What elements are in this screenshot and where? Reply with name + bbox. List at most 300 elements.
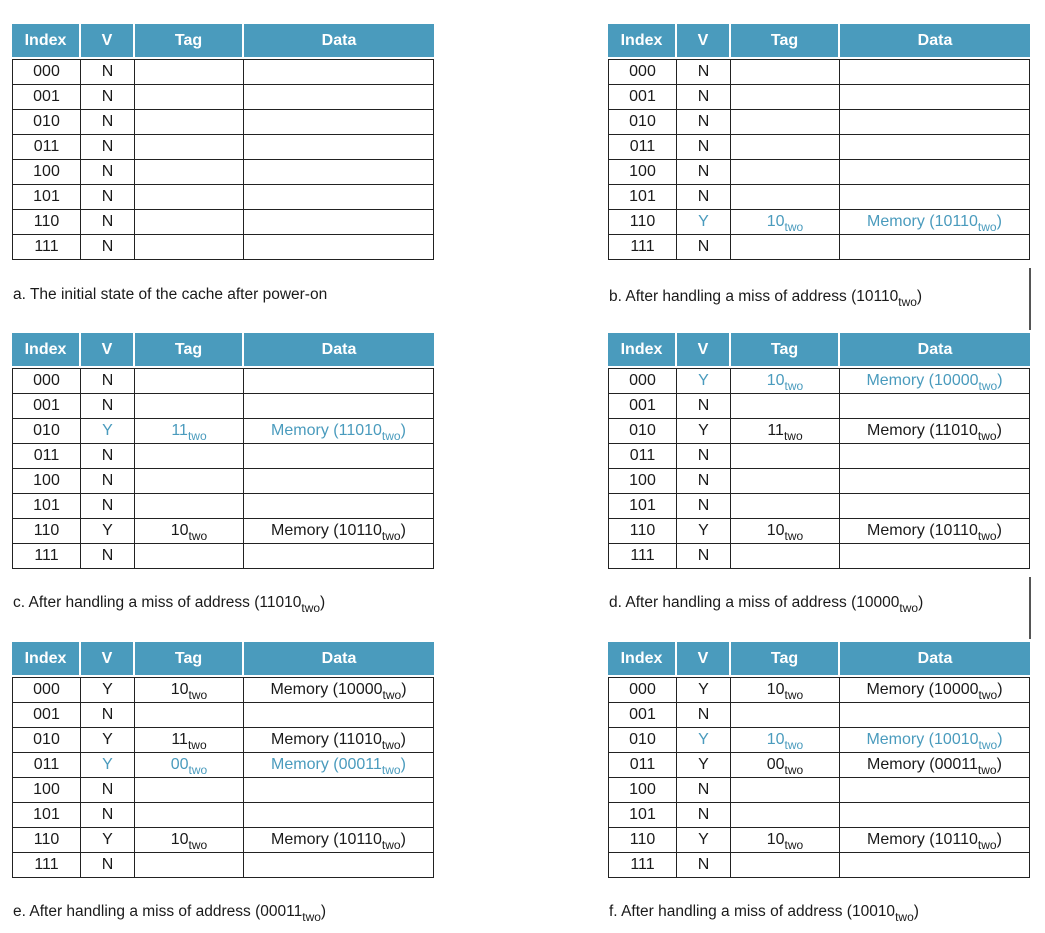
data-cell — [244, 135, 434, 160]
data-suffix: ) — [400, 731, 406, 748]
data-cell — [840, 494, 1030, 519]
header-data: Data — [840, 333, 1030, 366]
valid-cell: N — [677, 235, 731, 260]
tag-cell — [135, 394, 244, 419]
caption-address: 11010 — [259, 594, 302, 611]
table-row — [13, 444, 434, 469]
tag-value: 10 — [766, 681, 785, 698]
cache-table — [12, 368, 434, 569]
valid-cell: N — [677, 469, 731, 494]
tag-cell — [731, 544, 840, 569]
data-prefix: Memory ( — [867, 756, 935, 773]
index-cell: 100 — [609, 778, 677, 803]
table-row — [13, 703, 434, 728]
subscript-two: two — [977, 429, 997, 443]
index-cell: 111 — [609, 235, 677, 260]
divider-line — [1029, 268, 1031, 330]
table-row — [13, 110, 434, 135]
header-data: Data — [244, 333, 434, 366]
index-cell: 000 — [13, 369, 81, 394]
table-row — [609, 235, 1030, 260]
caption-text: c. After handling a miss of address ( — [13, 594, 260, 611]
index-cell: 011 — [13, 753, 81, 778]
subscript-two: two — [381, 529, 401, 543]
valid-cell: N — [677, 803, 731, 828]
subscript-two: two — [381, 838, 401, 852]
tag-cell — [731, 235, 840, 260]
cache-panel-e — [12, 642, 434, 878]
table-row — [609, 753, 1030, 778]
tag-cell — [135, 444, 244, 469]
index-cell: 100 — [609, 160, 677, 185]
subscript-two: two — [784, 529, 804, 543]
valid-cell: N — [81, 135, 135, 160]
data-cell — [840, 678, 1030, 703]
tag-value: 11 — [171, 422, 188, 439]
valid-cell: N — [677, 110, 731, 135]
subscript-two: two — [301, 601, 321, 615]
data-cell — [244, 419, 434, 444]
index-cell: 001 — [609, 703, 677, 728]
table-row — [609, 853, 1030, 878]
subscript-two: two — [783, 429, 803, 443]
subscript-two: two — [381, 429, 401, 443]
data-cell — [840, 469, 1030, 494]
table-row — [13, 394, 434, 419]
data-prefix: Memory ( — [866, 372, 935, 389]
index-cell: 101 — [609, 803, 677, 828]
tag-cell — [135, 369, 244, 394]
valid-cell: N — [81, 803, 135, 828]
data-prefix: Memory ( — [867, 422, 935, 439]
data-suffix: ) — [997, 372, 1003, 389]
data-address: 10110 — [934, 213, 978, 230]
data-address: 00011 — [934, 756, 978, 773]
data-cell — [840, 778, 1030, 803]
tag-value: 11 — [767, 422, 784, 439]
data-cell — [244, 728, 434, 753]
subscript-two: two — [978, 379, 998, 393]
tag-cell — [731, 519, 840, 544]
data-suffix: ) — [996, 213, 1002, 230]
valid-cell: N — [81, 235, 135, 260]
tag-value: 00 — [170, 756, 189, 773]
data-cell — [840, 394, 1030, 419]
tag-cell — [731, 753, 840, 778]
header-v: V — [677, 24, 729, 57]
header-row — [12, 24, 434, 57]
data-address: 10000 — [934, 681, 979, 698]
tag-value: 10 — [766, 372, 785, 389]
index-cell: 011 — [609, 135, 677, 160]
data-cell — [840, 110, 1030, 135]
table-row — [13, 853, 434, 878]
tag-cell — [731, 210, 840, 235]
data-prefix: Memory ( — [271, 731, 339, 748]
valid-cell: Y — [677, 419, 731, 444]
header-tag: Tag — [731, 642, 838, 675]
table-row — [609, 469, 1030, 494]
data-cell — [244, 85, 434, 110]
caption-suffix: ) — [320, 903, 327, 920]
header-tag: Tag — [135, 333, 242, 366]
data-cell — [840, 444, 1030, 469]
index-cell: 011 — [609, 444, 677, 469]
table-row — [13, 494, 434, 519]
index-cell: 010 — [609, 728, 677, 753]
valid-cell: Y — [677, 210, 731, 235]
subscript-two: two — [977, 220, 997, 234]
data-cell — [244, 394, 434, 419]
data-cell — [244, 369, 434, 394]
table-row — [13, 235, 434, 260]
subscript-two: two — [187, 738, 207, 752]
valid-cell: N — [81, 444, 135, 469]
table-row — [13, 544, 434, 569]
subscript-two: two — [382, 688, 402, 702]
valid-cell: Y — [81, 519, 135, 544]
table-row — [13, 678, 434, 703]
data-cell — [840, 185, 1030, 210]
table-row — [609, 369, 1030, 394]
tag-cell — [731, 703, 840, 728]
tag-cell — [135, 135, 244, 160]
valid-cell: Y — [81, 828, 135, 853]
valid-cell: N — [677, 160, 731, 185]
tag-cell — [135, 678, 244, 703]
index-cell: 010 — [609, 110, 677, 135]
subscript-two: two — [784, 738, 804, 752]
valid-cell: N — [677, 85, 731, 110]
table-row — [609, 444, 1030, 469]
header-tag: Tag — [135, 642, 242, 675]
index-cell: 110 — [13, 828, 81, 853]
header-tag: Tag — [731, 333, 838, 366]
header-data: Data — [840, 24, 1030, 57]
valid-cell: N — [677, 185, 731, 210]
header-row — [608, 333, 1030, 366]
table-row — [609, 828, 1030, 853]
tag-cell — [135, 85, 244, 110]
tag-cell — [731, 728, 840, 753]
table-row — [609, 703, 1030, 728]
table-row — [13, 210, 434, 235]
tag-cell — [135, 419, 244, 444]
index-cell: 010 — [13, 728, 81, 753]
header-row — [608, 24, 1030, 57]
header-tag: Tag — [731, 24, 838, 57]
data-prefix: Memory ( — [867, 213, 935, 230]
table-row — [609, 160, 1030, 185]
table-row — [609, 778, 1030, 803]
cache-panel-d — [608, 333, 1030, 569]
valid-cell: N — [677, 444, 731, 469]
cache-table — [608, 59, 1030, 260]
caption-suffix: ) — [918, 594, 924, 611]
tag-value: 10 — [766, 831, 785, 848]
index-cell: 111 — [609, 544, 677, 569]
header-data: Data — [840, 642, 1030, 675]
data-address: 00011 — [338, 756, 382, 773]
tag-cell — [135, 853, 244, 878]
table-row — [13, 803, 434, 828]
table-row — [609, 110, 1030, 135]
tag-cell — [135, 469, 244, 494]
tag-cell — [135, 728, 244, 753]
tag-cell — [731, 185, 840, 210]
index-cell: 010 — [609, 419, 677, 444]
index-cell: 110 — [609, 519, 677, 544]
data-suffix: ) — [996, 522, 1002, 539]
subscript-two: two — [978, 688, 998, 702]
tag-cell — [135, 210, 244, 235]
header-v: V — [677, 333, 729, 366]
tag-cell — [135, 235, 244, 260]
tag-cell — [135, 519, 244, 544]
subscript-two: two — [784, 763, 804, 777]
data-address: 10110 — [934, 522, 978, 539]
table-row — [609, 419, 1030, 444]
valid-cell: N — [81, 160, 135, 185]
data-cell — [244, 853, 434, 878]
data-cell — [840, 60, 1030, 85]
tag-value: 10 — [766, 522, 785, 539]
table-row — [13, 753, 434, 778]
tag-cell — [135, 185, 244, 210]
index-cell: 101 — [13, 185, 81, 210]
table-row — [13, 369, 434, 394]
valid-cell: Y — [677, 519, 731, 544]
valid-cell: N — [677, 853, 731, 878]
data-address: 10010 — [934, 731, 979, 748]
tag-cell — [135, 778, 244, 803]
caption-suffix: ) — [913, 903, 919, 920]
table-row — [609, 185, 1030, 210]
index-cell: 101 — [13, 803, 81, 828]
data-cell — [840, 753, 1030, 778]
header-index: Index — [12, 333, 79, 366]
index-cell: 000 — [609, 369, 677, 394]
data-suffix: ) — [997, 731, 1003, 748]
data-prefix: Memory ( — [866, 681, 935, 698]
data-suffix: ) — [400, 831, 406, 848]
data-suffix: ) — [400, 522, 406, 539]
data-address: 11010 — [934, 422, 978, 439]
data-suffix: ) — [996, 756, 1002, 773]
index-cell: 100 — [13, 469, 81, 494]
data-prefix: Memory ( — [867, 831, 935, 848]
tag-cell — [135, 110, 244, 135]
valid-cell: Y — [677, 828, 731, 853]
caption-c — [13, 594, 326, 615]
tag-cell — [135, 160, 244, 185]
caption-text: a. The initial state of the cache after power-on — [13, 286, 328, 303]
index-cell: 111 — [13, 853, 81, 878]
valid-cell: N — [81, 210, 135, 235]
subscript-two: two — [187, 429, 207, 443]
valid-cell: Y — [677, 753, 731, 778]
index-cell: 111 — [13, 544, 81, 569]
data-cell — [840, 235, 1030, 260]
data-cell — [840, 728, 1030, 753]
data-suffix: ) — [400, 756, 406, 773]
caption-text: e. After handling a miss of address ( — [13, 903, 261, 920]
index-cell: 101 — [609, 185, 677, 210]
valid-cell: N — [81, 778, 135, 803]
table-row — [609, 544, 1030, 569]
table-row — [13, 85, 434, 110]
data-cell — [840, 210, 1030, 235]
index-cell: 001 — [13, 703, 81, 728]
valid-cell: Y — [677, 728, 731, 753]
tag-cell — [731, 803, 840, 828]
table-row — [13, 160, 434, 185]
data-prefix: Memory ( — [271, 756, 339, 773]
data-cell — [244, 160, 434, 185]
header-index: Index — [608, 24, 675, 57]
tag-cell — [135, 494, 244, 519]
data-suffix: ) — [996, 831, 1002, 848]
valid-cell: N — [81, 60, 135, 85]
data-cell — [840, 85, 1030, 110]
subscript-two: two — [895, 910, 914, 924]
index-cell: 000 — [13, 678, 81, 703]
caption-address: 10000 — [856, 594, 900, 611]
tag-cell — [731, 494, 840, 519]
data-prefix: Memory ( — [270, 681, 339, 698]
data-cell — [244, 703, 434, 728]
cache-panel-f — [608, 642, 1030, 878]
tag-cell — [731, 369, 840, 394]
index-cell: 110 — [13, 519, 81, 544]
valid-cell: N — [81, 369, 135, 394]
index-cell: 000 — [609, 678, 677, 703]
tag-cell — [731, 160, 840, 185]
tag-cell — [731, 853, 840, 878]
caption-a — [13, 286, 327, 304]
data-cell — [840, 803, 1030, 828]
tag-cell — [731, 110, 840, 135]
subscript-two: two — [381, 763, 401, 777]
table-row — [13, 60, 434, 85]
table-row — [13, 728, 434, 753]
index-cell: 100 — [13, 778, 81, 803]
subscript-two: two — [784, 220, 804, 234]
data-cell — [840, 369, 1030, 394]
data-cell — [244, 778, 434, 803]
header-index: Index — [608, 642, 675, 675]
table-row — [13, 135, 434, 160]
subscript-two: two — [188, 763, 208, 777]
valid-cell: Y — [677, 369, 731, 394]
cache-panel-a — [12, 24, 434, 260]
index-cell: 101 — [13, 494, 81, 519]
data-prefix: Memory ( — [271, 831, 339, 848]
subscript-two: two — [784, 379, 804, 393]
table-row — [609, 135, 1030, 160]
header-index: Index — [608, 333, 675, 366]
header-v: V — [81, 333, 133, 366]
valid-cell: N — [677, 778, 731, 803]
valid-cell: N — [81, 544, 135, 569]
subscript-two: two — [899, 601, 919, 615]
tag-cell — [731, 469, 840, 494]
header-v: V — [677, 642, 729, 675]
table-row — [13, 519, 434, 544]
valid-cell: N — [677, 494, 731, 519]
caption-f — [609, 903, 919, 924]
tag-value: 10 — [170, 681, 189, 698]
subscript-two: two — [977, 838, 997, 852]
data-cell — [244, 678, 434, 703]
tag-cell — [731, 678, 840, 703]
subscript-two: two — [977, 529, 997, 543]
header-data: Data — [244, 642, 434, 675]
tag-cell — [731, 394, 840, 419]
header-index: Index — [12, 642, 79, 675]
subscript-two: two — [381, 738, 401, 752]
data-cell — [840, 419, 1030, 444]
valid-cell: N — [677, 60, 731, 85]
subscript-two: two — [784, 688, 804, 702]
valid-cell: Y — [81, 753, 135, 778]
data-cell — [244, 185, 434, 210]
tag-value: 10 — [766, 731, 785, 748]
data-cell — [244, 828, 434, 853]
data-cell — [840, 828, 1030, 853]
table-row — [13, 828, 434, 853]
valid-cell: N — [677, 394, 731, 419]
cache-panel-c — [12, 333, 434, 569]
cache-table — [12, 59, 434, 260]
data-address: 11010 — [338, 731, 382, 748]
tag-cell — [731, 135, 840, 160]
data-suffix: ) — [401, 681, 407, 698]
valid-cell: N — [81, 469, 135, 494]
data-cell — [244, 544, 434, 569]
data-suffix: ) — [400, 422, 406, 439]
valid-cell: N — [81, 85, 135, 110]
tag-cell — [731, 60, 840, 85]
cache-table — [608, 368, 1030, 569]
data-cell — [840, 703, 1030, 728]
data-cell — [244, 494, 434, 519]
valid-cell: N — [81, 110, 135, 135]
table-row — [13, 419, 434, 444]
table-row — [609, 678, 1030, 703]
valid-cell: N — [81, 853, 135, 878]
table-row — [13, 469, 434, 494]
header-row — [12, 333, 434, 366]
header-v: V — [81, 642, 133, 675]
valid-cell: N — [677, 544, 731, 569]
data-prefix: Memory ( — [271, 522, 339, 539]
valid-cell: N — [677, 703, 731, 728]
valid-cell: Y — [81, 678, 135, 703]
index-cell: 101 — [609, 494, 677, 519]
header-row — [608, 642, 1030, 675]
header-v: V — [81, 24, 133, 57]
table-row — [609, 85, 1030, 110]
tag-cell — [731, 419, 840, 444]
data-cell — [244, 469, 434, 494]
data-address: 11010 — [338, 422, 382, 439]
data-address: 10000 — [338, 681, 383, 698]
table-row — [609, 210, 1030, 235]
index-cell: 111 — [609, 853, 677, 878]
valid-cell: N — [81, 703, 135, 728]
data-cell — [244, 110, 434, 135]
